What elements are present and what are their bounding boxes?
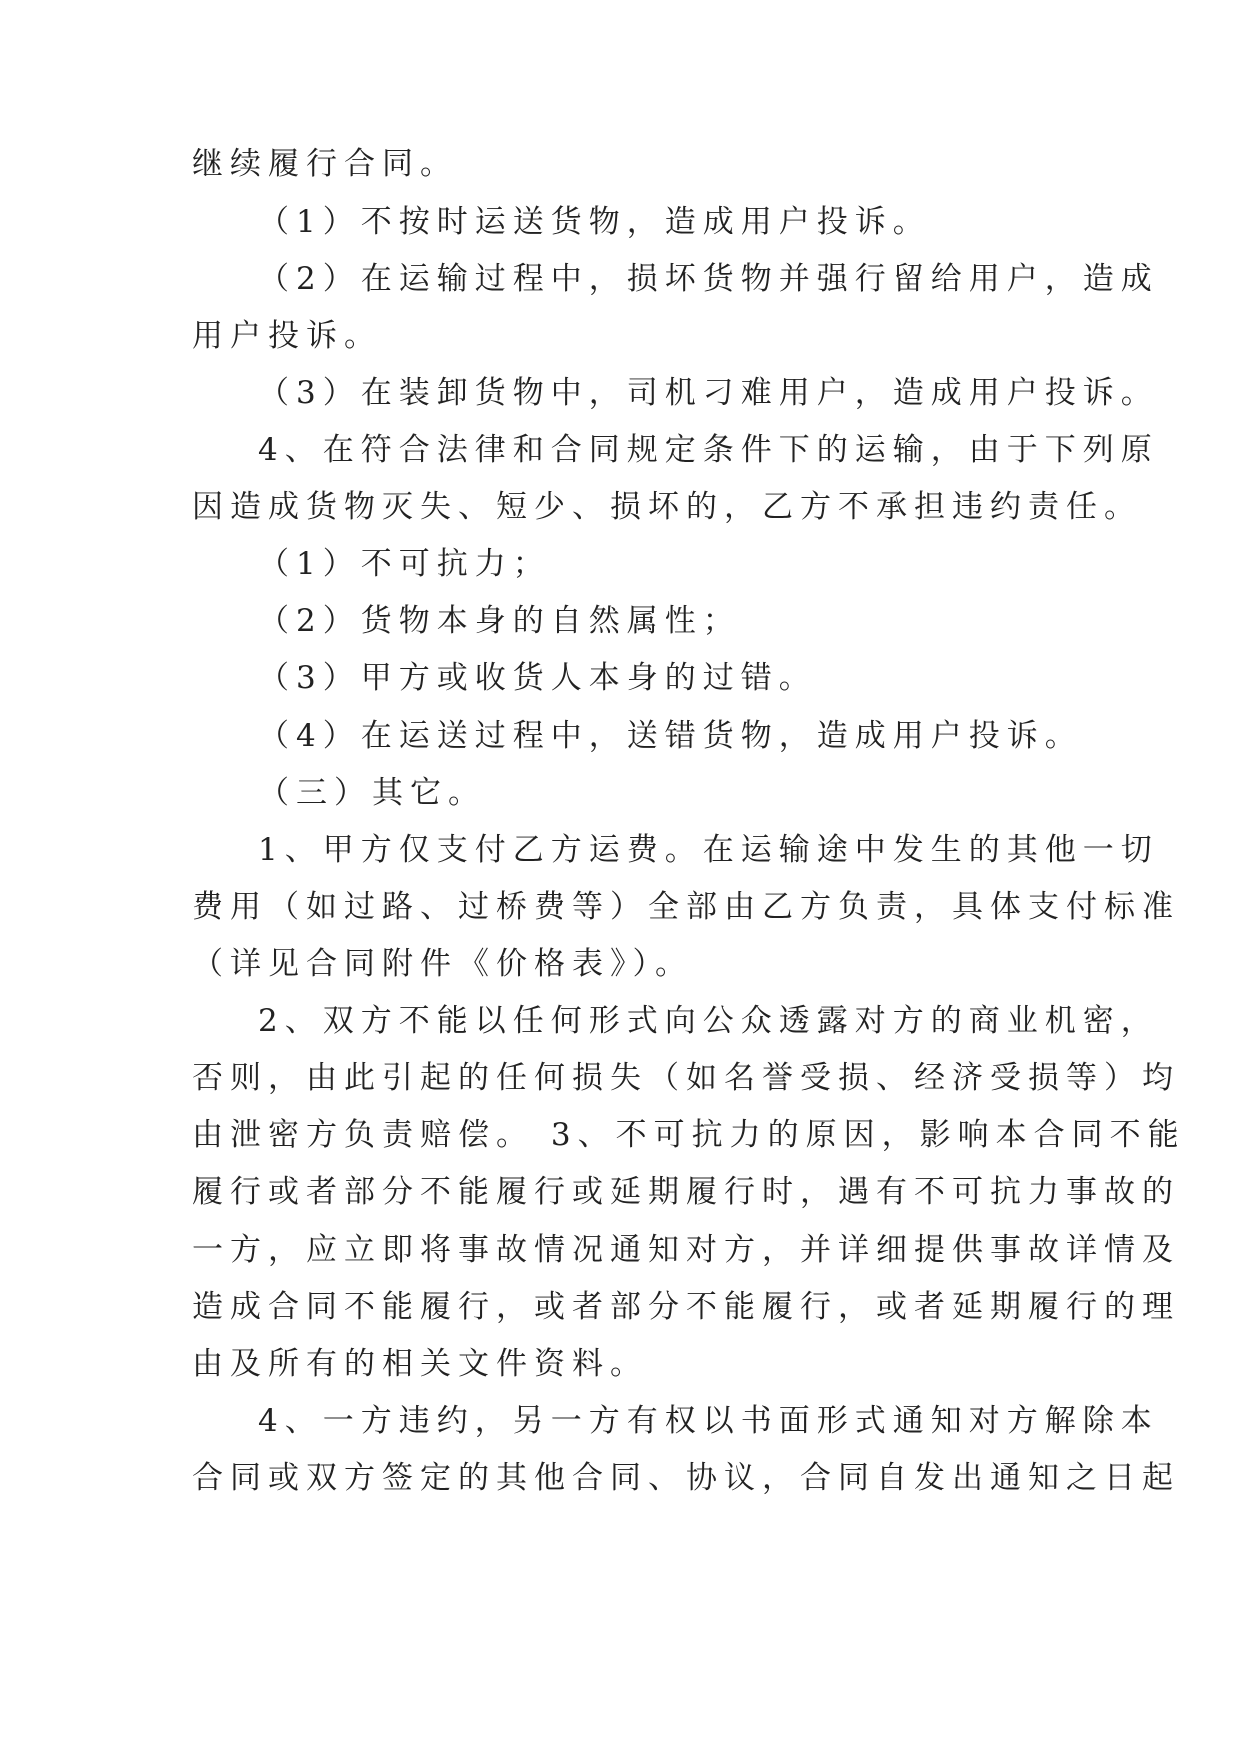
text-line-8: （1）不可抗力； <box>258 546 551 582</box>
text-line-21: 造成合同不能履行，或者部分不能履行，或者延期履行的理 <box>192 1289 1180 1325</box>
text-line-2: （1）不按时运送货物，造成用户投诉。 <box>258 204 931 240</box>
text-line-14: 费用（如过路、过桥费等）全部由乙方负责，具体支付标准 <box>192 889 1180 925</box>
text-line-5: （3）在装卸货物中，司机刁难用户，造成用户投诉。 <box>258 375 1159 411</box>
text-line-17: 否则，由此引起的任何损失（如名誉受损、经济受损等）均 <box>192 1060 1180 1096</box>
text-line-7: 因造成货物灭失、短少、损坏的，乙方不承担违约责任。 <box>192 489 1142 525</box>
text-line-3: （2）在运输过程中，损坏货物并强行留给用户，造成 <box>258 261 1159 297</box>
text-line-11: （4）在运送过程中，送错货物，造成用户投诉。 <box>258 718 1083 754</box>
text-line-16: 2、双方不能以任何形式向公众透露对方的商业机密， <box>258 1003 1159 1039</box>
text-line-24: 合同或双方签定的其他合同、协议，合同自发出通知之日起 <box>192 1460 1180 1496</box>
text-line-22: 由及所有的相关文件资料。 <box>192 1346 648 1382</box>
text-line-13: 1、甲方仅支付乙方运费。在运输途中发生的其他一切 <box>258 832 1159 868</box>
text-line-6: 4、在符合法律和合同规定条件下的运输，由于下列原 <box>258 432 1159 468</box>
text-line-19: 履行或者部分不能履行或延期履行时，遇有不可抗力事故的 <box>192 1174 1180 1210</box>
text-line-9: （2）货物本身的自然属性； <box>258 603 741 639</box>
text-line-23: 4、一方违约，另一方有权以书面形式通知对方解除本 <box>258 1403 1159 1439</box>
text-line-4: 用户投诉。 <box>192 318 382 354</box>
text-line-12: （三）其它。 <box>258 775 486 811</box>
text-line-15: （详见合同附件《价格表》）。 <box>192 946 693 982</box>
text-line-10: （3）甲方或收货人本身的过错。 <box>258 660 817 696</box>
text-line-20: 一方，应立即将事故情况通知对方，并详细提供事故详情及 <box>192 1232 1180 1268</box>
text-line-18: 由泄密方负责赔偿。 3、不可抗力的原因，影响本合同不能 <box>192 1117 1186 1153</box>
text-line-1: 继续履行合同。 <box>192 146 458 182</box>
